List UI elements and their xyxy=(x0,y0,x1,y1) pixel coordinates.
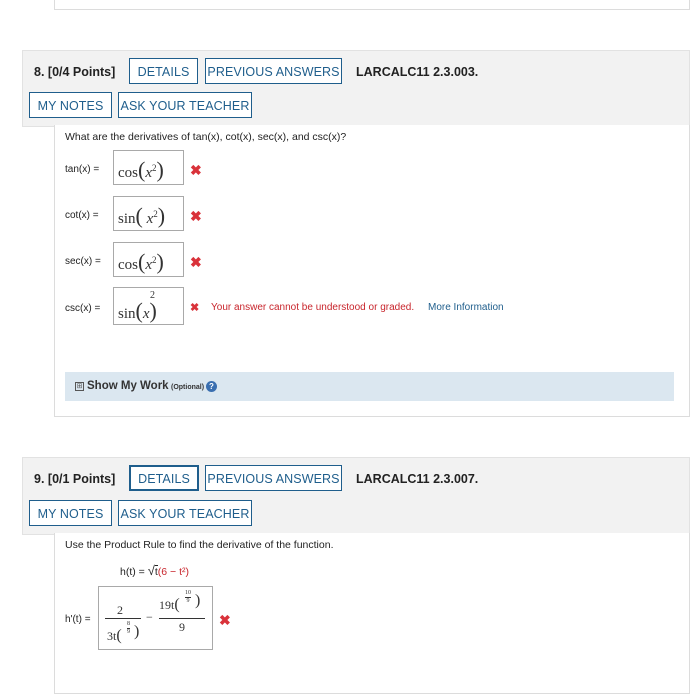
expand-plus-icon[interactable]: ⊞ xyxy=(76,383,83,390)
question-8-number: 8. [0/4 Points] xyxy=(34,65,116,79)
incorrect-x-icon: ✖ xyxy=(190,254,202,270)
incorrect-x-icon: ✖ xyxy=(190,208,202,224)
previous-question-card xyxy=(54,0,690,10)
fraction-1-denominator: 3t( xyxy=(107,627,122,644)
help-icon[interactable]: ? xyxy=(206,381,217,392)
fraction-2-bar xyxy=(159,618,205,619)
fraction-1-exponent: 8 9 xyxy=(127,621,130,635)
previous-answers-button[interactable]: PREVIOUS ANSWERS xyxy=(205,465,342,491)
previous-answers-button[interactable]: PREVIOUS ANSWERS xyxy=(205,58,342,84)
fraction-1-numerator: 2 xyxy=(117,603,123,617)
cot-label: cot(x) = xyxy=(65,210,99,221)
fraction-2-denominator: 9 xyxy=(179,620,185,634)
question-9-prompt: Use the Product Rule to find the derivative of the function. xyxy=(65,539,334,551)
derivative-answer-input[interactable] xyxy=(98,586,213,650)
details-button[interactable]: DETAILS xyxy=(129,58,198,84)
tan-label: tan(x) = xyxy=(65,164,100,175)
tan-answer-input[interactable]: $\cos(x^2)$ xyxy=(113,150,184,185)
details-button[interactable]: DETAILS xyxy=(129,465,199,491)
fraction-2-numerator: 19t( xyxy=(159,596,180,613)
sec-answer-input[interactable]: $\cos(x^2)$ xyxy=(113,242,184,277)
ask-your-teacher-button[interactable]: ASK YOUR TEACHER xyxy=(118,500,252,526)
fraction-2-paren: ) xyxy=(195,592,201,609)
incorrect-x-icon: ✖ xyxy=(190,302,200,314)
incorrect-x-icon: ✖ xyxy=(219,612,231,628)
question-9-number: 9. [0/1 Points] xyxy=(34,472,116,486)
question-8-points: [0/4 Points] xyxy=(47,65,116,79)
incorrect-x-icon: ✖ xyxy=(190,162,202,178)
minus-sign: − xyxy=(146,610,153,624)
question-9-points: [0/1 Points] xyxy=(47,472,116,486)
fraction-2-exponent: 10 9 xyxy=(185,590,191,604)
derivative-label: h'(t) = xyxy=(65,614,91,625)
question-8-code: LARCALC11 2.3.003. xyxy=(356,65,479,79)
more-information-link[interactable]: More Information xyxy=(428,302,504,313)
optional-label: (Optional) xyxy=(171,384,205,391)
fraction-1-bar xyxy=(105,618,141,619)
csc-label: csc(x) = xyxy=(65,303,101,314)
function-definition: h(t) = √t(6 − t²) xyxy=(120,563,190,578)
my-notes-button[interactable]: MY NOTES xyxy=(29,92,112,118)
question-9-code: LARCALC11 2.3.007. xyxy=(356,472,479,486)
cot-answer-input[interactable]: sin( $x^2$) xyxy=(113,196,184,231)
error-message: Your answer cannot be understood or graded. xyxy=(211,302,415,313)
fraction-1-paren: ) xyxy=(134,623,140,640)
my-notes-button[interactable]: MY NOTES xyxy=(29,500,112,526)
question-8-prompt: What are the derivatives of tan(x), cot(x), sec(x), and csc(x)? xyxy=(65,131,347,143)
sec-label: sec(x) = xyxy=(65,256,101,267)
csc-answer-input[interactable]: sin(x) 2 xyxy=(113,287,184,325)
ask-your-teacher-button[interactable]: ASK YOUR TEACHER xyxy=(118,92,252,118)
show-my-work-toggle[interactable]: Show My Work xyxy=(87,380,169,392)
